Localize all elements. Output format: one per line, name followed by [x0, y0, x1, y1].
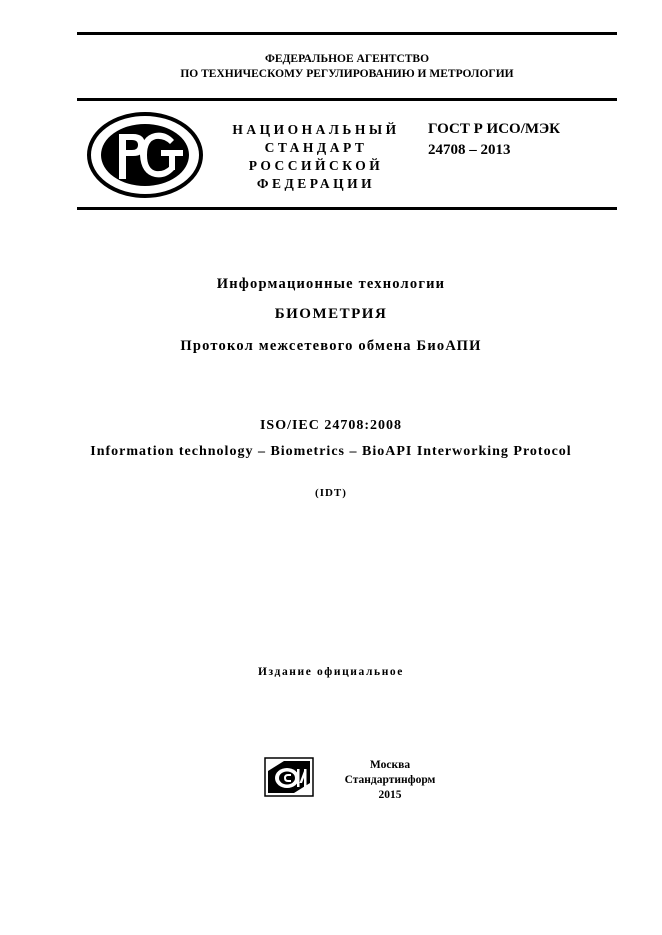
- agency-line-2: ПО ТЕХНИЧЕСКОМУ РЕГУЛИРОВАНИЮ И МЕТРОЛОГИИ: [180, 68, 514, 80]
- iso-designation: ISO/IEC 24708:2008: [259, 418, 403, 433]
- title-line-1: Информационные технологии: [216, 276, 446, 292]
- standartinform-logo-icon: [264, 757, 314, 797]
- national-standard-label: [222, 121, 410, 193]
- national-line-4: ФЕДЕРАЦИИ: [256, 176, 376, 191]
- national-line-2: СТАНДАРТ: [264, 140, 368, 155]
- standard-code-line-1: ГОСТ Р ИСО/МЭК: [428, 121, 561, 137]
- block-bottom-rule: [77, 207, 617, 210]
- publisher-imprint: [330, 758, 450, 803]
- header-rule: [77, 98, 617, 101]
- title-line-2: БИОМЕТРИЯ: [274, 306, 388, 322]
- standard-code-line-2: 24708 – 2013: [428, 142, 511, 158]
- title-line-3: Протокол межсетевого обмена БиоАПИ: [180, 338, 482, 354]
- edition-label: Издание официальное: [257, 666, 404, 678]
- degree-of-correspondence: (IDT): [315, 487, 347, 499]
- national-line-3: РОССИЙСКОЙ: [248, 158, 384, 173]
- publication-year: 2015: [378, 789, 402, 801]
- agency-name: [77, 52, 617, 82]
- national-line-1: НАЦИОНАЛЬНЫЙ: [232, 122, 400, 137]
- agency-line-1: ФЕДЕРАЛЬНОЕ АГЕНТСТВО: [264, 53, 430, 65]
- top-rule: [77, 32, 617, 35]
- english-title: Information technology – Biometrics – BioAPI Interworking Protocol: [90, 444, 572, 459]
- publisher-city: Москва: [369, 759, 411, 771]
- gost-r-logo-icon: [86, 112, 204, 198]
- publisher-name: Стандартинформ: [344, 774, 436, 786]
- standard-code: [428, 119, 618, 161]
